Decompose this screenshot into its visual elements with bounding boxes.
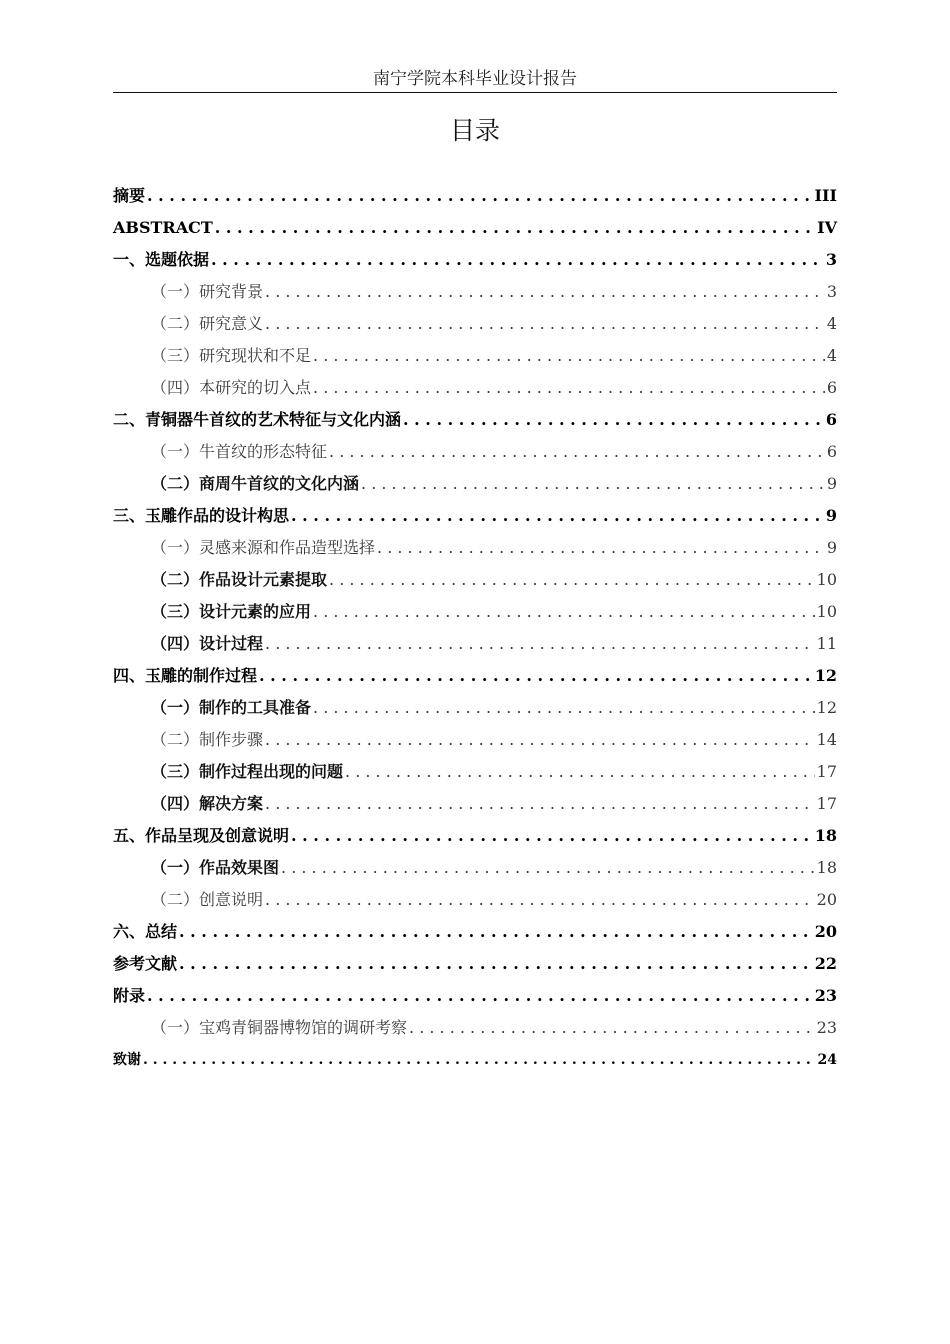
toc-entry-section-1-2[interactable] (113, 308, 837, 340)
toc-entry-label: （二）作品设计元素提取 (151, 570, 328, 589)
toc-entry-page: 17 (816, 762, 837, 781)
toc-entry-label: （一）制作的工具准备 (151, 698, 312, 717)
toc-entry-label: 致谢 (113, 1052, 141, 1068)
toc-entry-label: （二）研究意义 (151, 314, 264, 333)
dot-leader (259, 660, 813, 692)
dot-leader (147, 180, 813, 212)
header-rule (113, 92, 837, 93)
toc-entry-label: （一）作品效果图 (151, 858, 280, 877)
dot-leader (215, 212, 815, 244)
toc-entry-page: 18 (816, 858, 837, 877)
toc-entry-label: （一）灵感来源和作品造型选择 (151, 538, 376, 557)
table-of-contents (113, 180, 837, 1076)
dot-leader (265, 308, 825, 340)
toc-entry-label: 四、玉雕的制作过程 (113, 666, 258, 685)
dot-leader (361, 468, 825, 500)
toc-entry-label: （三）设计元素的应用 (151, 602, 312, 621)
toc-entry-label: 三、玉雕作品的设计构思 (113, 506, 290, 525)
dot-leader (265, 724, 815, 756)
toc-entry-page: 20 (816, 890, 837, 909)
dot-leader (147, 980, 813, 1012)
toc-entry-label: （三）研究现状和不足 (151, 346, 312, 365)
toc-entry-chapter-1[interactable] (113, 244, 837, 276)
toc-entry-label: （三）制作过程出现的问题 (151, 762, 344, 781)
toc-entry-page: 22 (814, 954, 837, 973)
toc-entry-page: 10 (816, 570, 837, 589)
dot-leader (291, 500, 824, 532)
dot-leader (281, 852, 815, 884)
dot-leader (313, 596, 815, 628)
toc-entry-appendix[interactable] (113, 980, 837, 1012)
toc-entry-section-3-3[interactable] (113, 596, 837, 628)
toc-entry-section-2-2[interactable] (113, 468, 837, 500)
dot-leader (211, 244, 824, 276)
toc-entry-section-4-2[interactable] (113, 724, 837, 756)
toc-entry-label: 附录 (113, 986, 146, 1005)
dot-leader (291, 820, 813, 852)
toc-entry-label: 摘要 (113, 186, 146, 205)
toc-entry-abstract-en[interactable] (113, 212, 837, 244)
toc-entry-section-5-1[interactable] (113, 852, 837, 884)
dot-leader (329, 564, 815, 596)
toc-entry-page: 10 (816, 602, 837, 621)
toc-entry-page: 14 (816, 730, 837, 749)
toc-entry-label: （一）宝鸡青铜器博物馆的调研考察 (151, 1018, 408, 1037)
toc-entry-label: （二）制作步骤 (151, 730, 264, 749)
toc-entry-section-2-1[interactable] (113, 436, 837, 468)
toc-entry-label: （四）解决方案 (151, 794, 264, 813)
toc-entry-label: （四）本研究的切入点 (151, 378, 312, 397)
dot-leader (265, 276, 825, 308)
toc-entry-page: 18 (814, 826, 837, 845)
dot-leader (265, 884, 815, 916)
toc-entry-chapter-6[interactable] (113, 916, 837, 948)
toc-entry-page: 23 (814, 986, 837, 1005)
toc-entry-section-5-2[interactable] (113, 884, 837, 916)
toc-entry-label: （四）设计过程 (151, 634, 264, 653)
toc-entry-label: 一、选题依据 (113, 250, 210, 269)
toc-entry-page: 3 (826, 282, 837, 301)
dot-leader (377, 532, 825, 564)
toc-entry-page: 12 (816, 698, 837, 717)
dot-leader (409, 1012, 815, 1044)
toc-entry-label: （一）研究背景 (151, 282, 264, 301)
toc-entry-section-1-4[interactable] (113, 372, 837, 404)
toc-entry-label: 参考文献 (113, 954, 178, 973)
toc-entry-chapter-4[interactable] (113, 660, 837, 692)
toc-entry-page: 11 (816, 634, 837, 653)
dot-leader (143, 1044, 816, 1076)
toc-entry-page: 12 (814, 666, 837, 685)
toc-entry-page: 23 (816, 1018, 837, 1037)
dot-leader (313, 372, 825, 404)
dot-leader (179, 916, 813, 948)
toc-entry-label: 二、青铜器牛首纹的艺术特征与文化内涵 (113, 410, 402, 429)
dot-leader (329, 436, 825, 468)
toc-entry-page: 6 (825, 410, 837, 429)
toc-entry-page: 6 (826, 442, 837, 461)
toc-entry-section-3-4[interactable] (113, 628, 837, 660)
toc-entry-appendix-1[interactable] (113, 1012, 837, 1044)
toc-entry-page: III (814, 186, 837, 205)
dot-leader (313, 692, 815, 724)
toc-entry-label: 六、总结 (113, 922, 178, 941)
toc-entry-label: （二）商周牛首纹的文化内涵 (151, 474, 360, 493)
toc-entry-page: 3 (825, 250, 837, 269)
toc-entry-section-1-3[interactable] (113, 340, 837, 372)
toc-entry-label: ABSTRACT (113, 218, 213, 237)
toc-entry-page: 9 (826, 474, 837, 493)
toc-entry-abstract-cn[interactable] (113, 180, 837, 212)
toc-entry-label: （二）创意说明 (151, 890, 264, 909)
running-header: 南宁学院本科毕业设计报告 (373, 69, 577, 89)
dot-leader (265, 788, 815, 820)
dot-leader (403, 404, 824, 436)
toc-entry-acknowledgements[interactable] (113, 1044, 837, 1076)
toc-entry-references[interactable] (113, 948, 837, 980)
toc-title: 目录 (449, 116, 500, 145)
toc-entry-page: 6 (826, 378, 837, 397)
toc-entry-page: IV (817, 218, 837, 237)
toc-entry-chapter-2[interactable] (113, 404, 837, 436)
dot-leader (345, 756, 815, 788)
toc-entry-section-4-3[interactable] (113, 756, 837, 788)
toc-entry-page: 4 (826, 314, 837, 333)
toc-entry-chapter-5[interactable] (113, 820, 837, 852)
toc-entry-chapter-3[interactable] (113, 500, 837, 532)
toc-entry-section-1-1[interactable] (113, 276, 837, 308)
toc-entry-label: （一）牛首纹的形态特征 (151, 442, 328, 461)
toc-entry-page: 9 (825, 506, 837, 525)
toc-entry-section-4-4[interactable] (113, 788, 837, 820)
toc-entry-label: 五、作品呈现及创意说明 (113, 826, 290, 845)
toc-entry-page: 9 (826, 538, 837, 557)
dot-leader (179, 948, 813, 980)
toc-entry-page: 20 (814, 922, 837, 941)
toc-entry-page: 17 (816, 794, 837, 813)
toc-entry-section-4-1[interactable] (113, 692, 837, 724)
toc-entry-section-3-1[interactable] (113, 532, 837, 564)
toc-entry-page: 24 (817, 1052, 837, 1068)
toc-entry-section-3-2[interactable] (113, 564, 837, 596)
toc-entry-page: 4 (826, 346, 837, 365)
dot-leader (265, 628, 815, 660)
dot-leader (313, 340, 825, 372)
